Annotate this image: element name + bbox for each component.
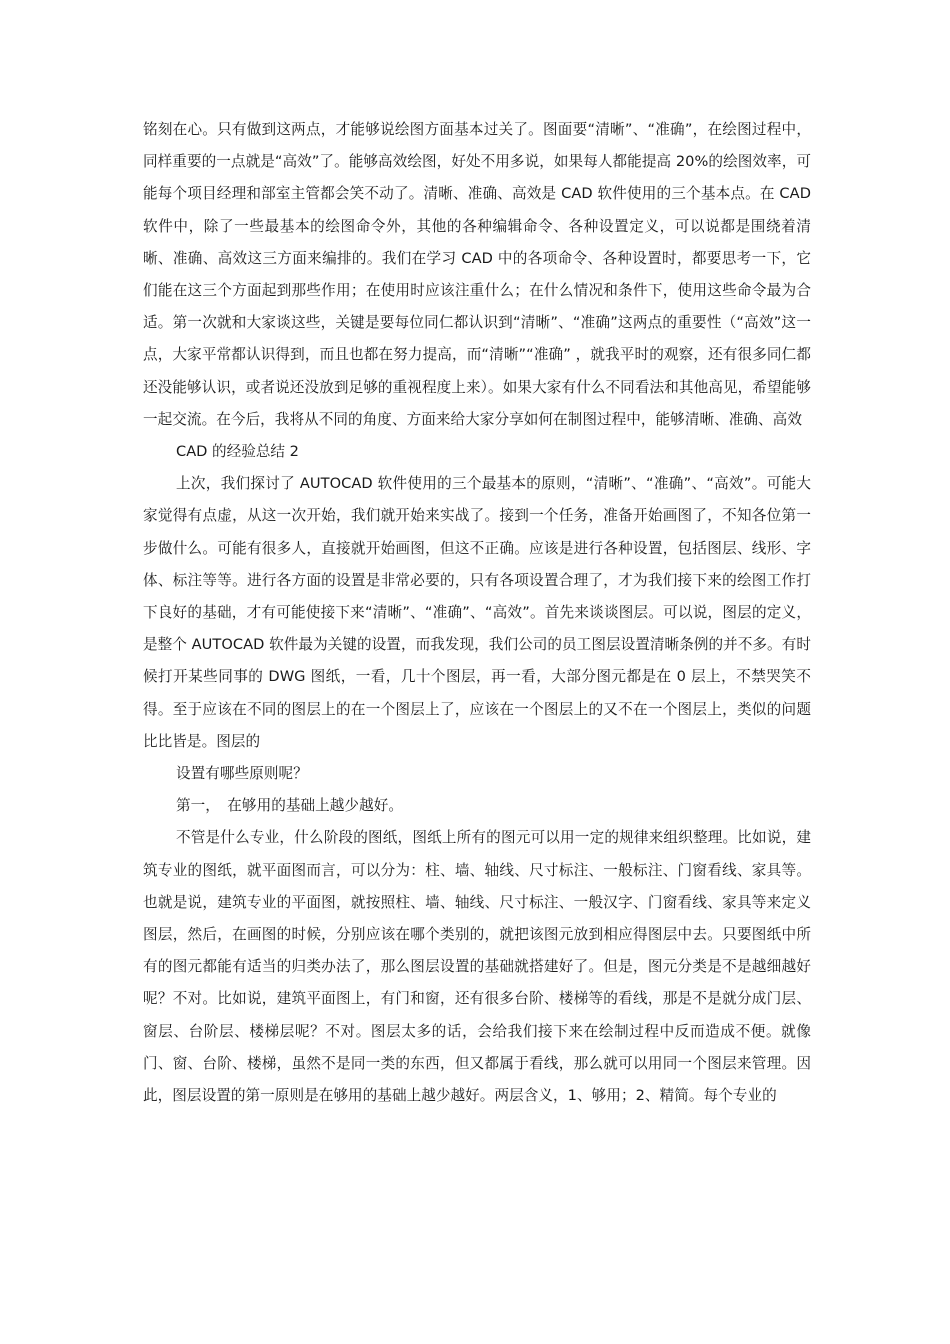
paragraph-principle-one: 第一， 在够用的基础上越少越好。 [176, 797, 404, 815]
paragraph-question: 设置有哪些原则呢？ [176, 765, 308, 783]
paragraph-layers-intro: 上次，我们探讨了 AUTOCAD 软件使用的三个最基本的原则，“清晰”、“准确”、“高效”。可能大家觉得有点虚，从这一次开始，我们就开始来实战了。接到一个任务，准备开始画图了，不知各位第一步做什么。可能有很多人，直接就开始画图，但这不正确。应该是进行各种设置，包括图层、线形、字体、标注等等。进行各方面的设置是非常必要的，只有各项设置合理了，才为我们接下来的绘图工作打下良好的基础，才有可能使接下来“清晰”、“准确”、“高效”。首先来谈谈图层。可以说，图层的定义，是整个 AUTOCAD 软件最为关键的设置，而我发现，我们公司的员工图层设置清晰条例的并不多。有时候打开某些同事的 DWG 图纸，一看，几十个图层，再一看，大部分图元都是在 0 层上，不禁哭笑不得。至于应该在不同的图层上的在一个图层上了，应该在一个图层上的又不在一个图层上，类似的问题比比皆是。图层的 [143, 475, 811, 750]
paragraph-intro: 铭刻在心。只有做到这两点，才能够说绘图方面基本过关了。图面要“清晰”、“准确”，在绘图过程中，同样重要的一点就是“高效”了。能够高效绘图，好处不用多说，如果每人都能提高 20%的绘图效率，可能每个项目经理和部室主管都会笑不动了。清晰、准确、高效是 CAD 软件使用的三个基本点。在 CAD 软件中，除了一些最基本的绘图命令外，其他的各种编辑命令、各种设置定义，可以说都是围绕着清晰、准确、高效这三方面来编排的。我们在学习 CAD 中的各项命令、各种设置时，都要思考一下，它们能在这三个方面起到那些作用；在使用时应该注重什么；在什么情况和条件下，使用这些命令最为合适。第一次就和大家谈这些，关键是要每位同仁都认识到“清晰”、“准确”这两点的重要性（“高效”这一点，大家平常都认识得到，而且也都在努力提高，而“清晰”“准确” ，就我平时的观察，还有很多同仁都还没能够认识，或者说还没放到足够的重视程度上来）。如果大家有什么不同看法和其他高见，希望能够一起交流。在今后，我将从不同的角度、方面来给大家分享如何在制图过程中，能够清晰、准确、高效 [143, 121, 811, 428]
section-heading: CAD 的经验总结 2 [176, 443, 299, 461]
document-body [143, 114, 811, 1112]
paragraph-principle-detail: 不管是什么专业，什么阶段的图纸，图纸上所有的图元可以用一定的规律来组织整理。比如说，建筑专业的图纸，就平面图而言，可以分为：柱、墙、轴线、尺寸标注、一般标注、门窗看线、家具等。也就是说，建筑专业的平面图，就按照柱、墙、轴线、尺寸标注、一般汉字、门窗看线、家具等来定义图层，然后，在画图的时候，分别应该在哪个类别的，就把该图元放到相应得图层中去。只要图纸中所有的图元都能有适当的归类办法了，那么图层设置的基础就搭建好了。但是，图元分类是不是越细越好呢？不对。比如说，建筑平面图上，有门和窗，还有很多台阶、楼梯等的看线，那是不是就分成门层、窗层、台阶层、楼梯层呢？不对。图层太多的话，会给我们接下来在绘制过程中反而造成不便。就像门、窗、台阶、楼梯，虽然不是同一类的东西，但又都属于看线，那么就可以用同一个图层来管理。因此，图层设置的第一原则是在够用的基础上越少越好。两层含义，1、够用；2、精简。每个专业的 [143, 829, 811, 1105]
